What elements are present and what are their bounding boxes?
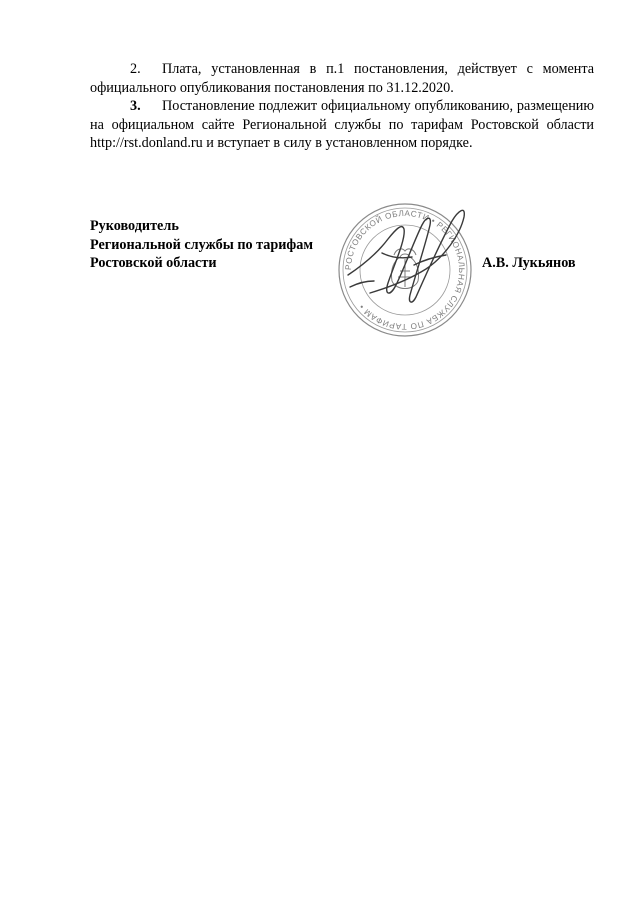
paragraph-text: Плата, установленная в п.1 постановления, действует с момента официального опубликования постановления по 31.12.2020. (90, 61, 594, 96)
signatory-position (90, 217, 340, 273)
paragraph-number: 2. (130, 61, 141, 77)
official-seal-with-signature (330, 195, 480, 345)
position-line: Ростовской области (90, 255, 217, 271)
seal-ring-text: РОСТОВСКОЙ ОБЛАСТИ • РЕГИОНАЛЬНАЯ СЛУЖБА ПО ТАРИФАМ • (343, 208, 467, 332)
coat-of-arms-icon (391, 249, 418, 289)
position-line: Руководитель (90, 218, 179, 234)
document-body (90, 60, 594, 153)
paragraph-text: Постановление подлежит официальному опубликованию, размещению на официальном сайте Региональной службы по тарифам Ростовской области http://rst.donland.ru и вступает в силу в установленном порядке. (90, 98, 594, 151)
paragraph-number: 3. (130, 98, 141, 114)
paragraph-2 (90, 60, 594, 97)
signatory-name: А.В. Лукьянов (482, 255, 576, 271)
paragraph-3 (90, 97, 594, 153)
position-line: Региональной службы по тарифам (90, 236, 314, 253)
